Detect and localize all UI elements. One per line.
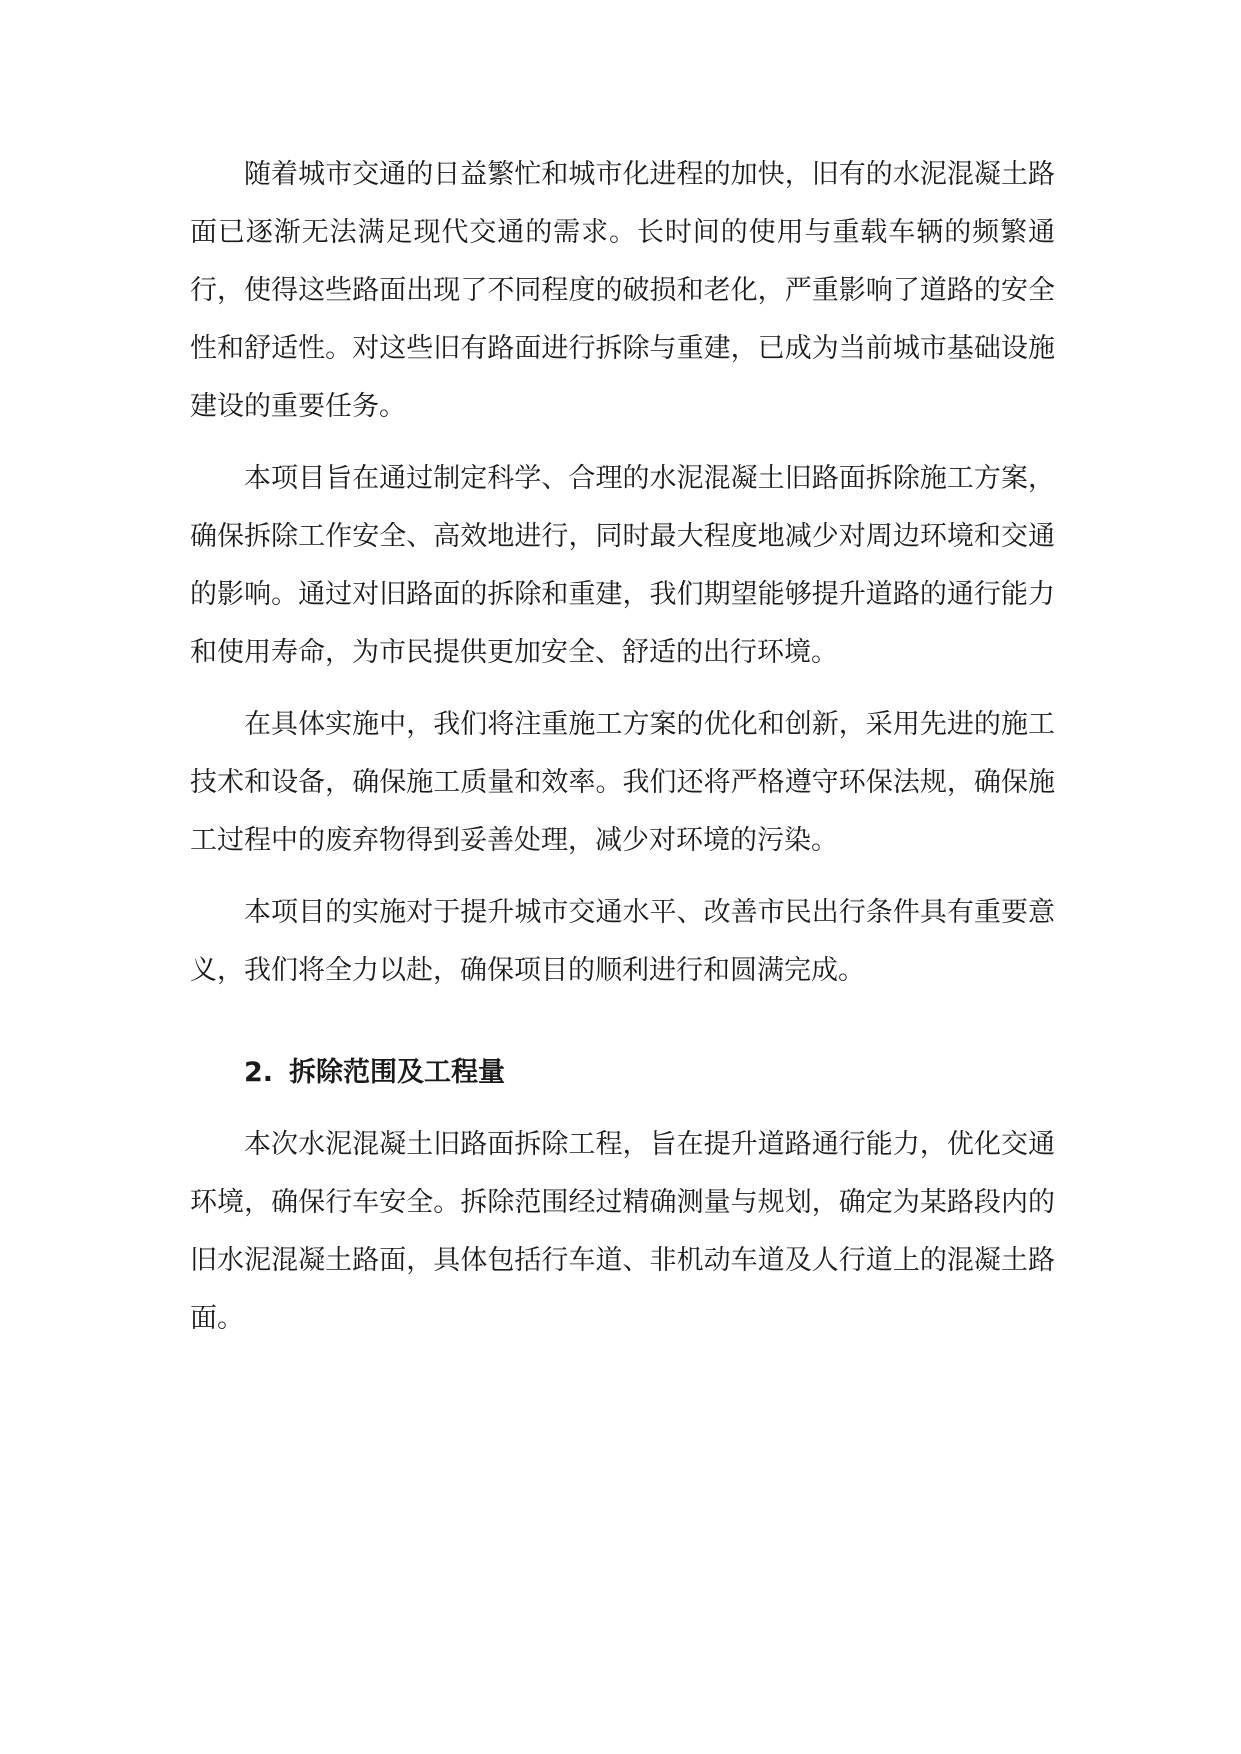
paragraph-significance: 本项目的实施对于提升城市交通水平、改善市民出行条件具有重要意义，我们将全力以赴，确保项目的顺利进行和圆满完成。: [190, 897, 1055, 986]
paragraph-intro-background: 随着城市交通的日益繁忙和城市化进程的加快，旧有的水泥混凝土路面已逐渐无法满足现代交通的需求。长时间的使用与重载车辆的频繁通行，使得这些路面出现了不同程度的破损和老化，严重影响了道路的安全性和舒适性。对这些旧有路面进行拆除与重建，已成为当前城市基础设施建设的重要任务。: [190, 159, 1055, 422]
section-number: 2.: [244, 1057, 274, 1088]
document-body: [190, 146, 1055, 1362]
paragraph-project-goal: 本项目旨在通过制定科学、合理的水泥混凝土旧路面拆除施工方案，确保拆除工作安全、高效地进行，同时最大程度地减少对周边环境和交通的影响。通过对旧路面的拆除和重建，我们期望能够提升道路的通行能力和使用寿命，为市民提供更加安全、舒适的出行环境。: [190, 463, 1055, 668]
section-heading: [190, 1044, 1055, 1102]
paragraph-implementation: 在具体实施中，我们将注重施工方案的优化和创新，采用先进的施工技术和设备，确保施工质量和效率。我们还将严格遵守环保法规，确保施工过程中的废弃物得到妥善处理，减少对环境的污染。: [190, 709, 1055, 856]
paragraph-scope: 本次水泥混凝土旧路面拆除工程，旨在提升道路通行能力，优化交通环境，确保行车安全。拆除范围经过精确测量与规划，确定为某路段内的旧水泥混凝土路面，具体包括行车道、非机动车道及人行道上的混凝土路面。: [190, 1129, 1055, 1334]
section-title: 拆除范围及工程量: [289, 1057, 506, 1088]
